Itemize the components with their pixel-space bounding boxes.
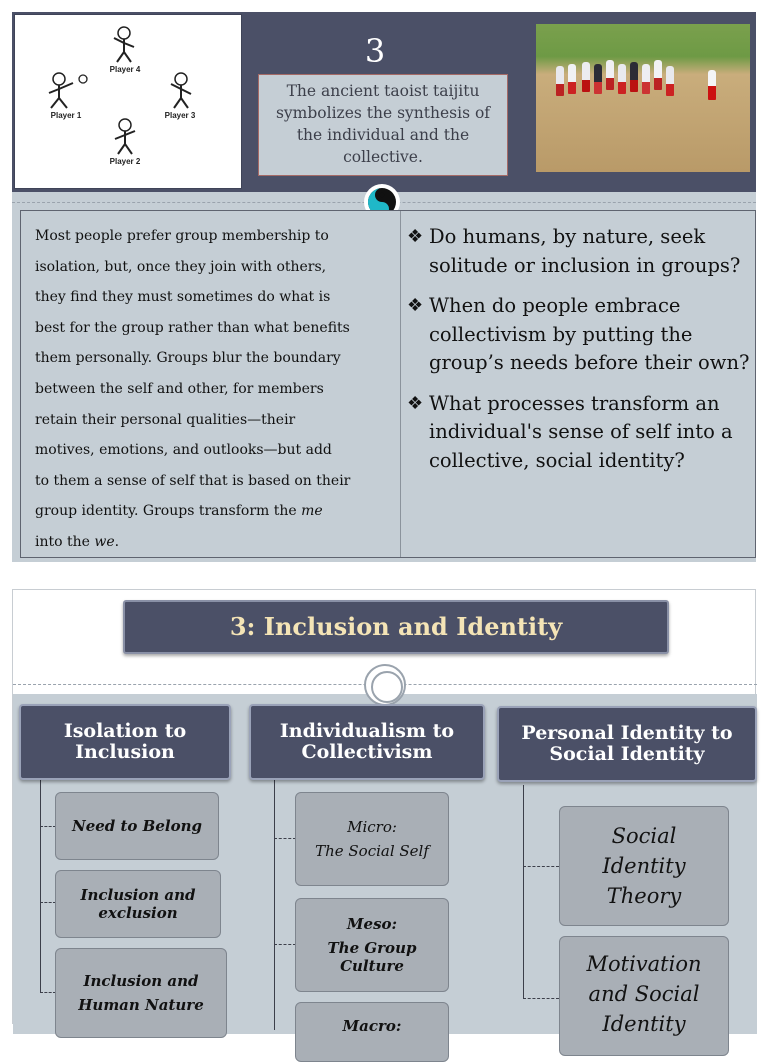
body-line: isolation, but, once they join with others,	[35, 258, 327, 275]
connector-line	[523, 998, 559, 999]
bullet-diamond-icon: ❖	[407, 226, 424, 247]
body-line: into the	[35, 533, 95, 550]
slide-header	[12, 12, 756, 192]
body-line: Most people prefer group membership to	[35, 228, 329, 244]
body-line: them personally. Groups blur the boundary	[35, 350, 341, 367]
connector-line	[523, 866, 559, 867]
player-stick-figure-icon	[41, 71, 91, 111]
question-item	[407, 292, 753, 378]
bullet-diamond-icon: ❖	[407, 392, 424, 414]
connector-line	[40, 902, 56, 903]
player-stick-figure-icon	[163, 71, 197, 111]
player-label: Player 1	[50, 111, 82, 120]
player-3	[145, 71, 215, 120]
player-1	[31, 71, 101, 120]
slide-body	[20, 210, 756, 558]
column-header-individualism-collectivism: Individualism to Collectivism	[249, 704, 485, 780]
player-4	[90, 25, 160, 74]
question-text: Do humans, by nature, seek solitude or inclusion in groups?	[429, 225, 741, 277]
question-text: When do people embrace collectivism by putting the group’s needs before their own?	[429, 294, 750, 374]
node-need-to-belong: Need to Belong	[55, 792, 219, 860]
node-sublabel: The Social Self	[315, 842, 429, 860]
slide-group-processes	[12, 12, 756, 562]
slide-number: 3	[364, 32, 386, 70]
node-social-identity-theory: Social Identity Theory	[559, 806, 729, 926]
column-header-isolation-inclusion: Isolation to Inclusion	[19, 704, 231, 780]
circle-ornament-icon	[364, 664, 406, 706]
column-header-personal-social-identity: Personal Identity to Social Identity	[497, 706, 757, 782]
node-meso-group-culture	[295, 898, 449, 992]
body-emphasis-me: me	[301, 503, 323, 520]
body-emphasis-we: we	[94, 533, 115, 550]
connector-line	[40, 826, 56, 827]
body-line: motives, emotions, and outlooks—but add	[35, 442, 332, 459]
node-label: Micro:	[347, 818, 397, 836]
connector-line	[523, 785, 524, 999]
node-micro-social-self	[295, 792, 449, 886]
soccer-team-photo	[536, 24, 750, 172]
body-line: group identity. Groups transform the	[35, 503, 302, 520]
body-period: .	[114, 533, 120, 550]
slide-inclusion-identity	[12, 589, 756, 1036]
question-item	[407, 390, 753, 476]
body-line: to them a sense of self that is based on their	[35, 472, 351, 489]
question-item	[407, 223, 753, 280]
bullet-diamond-icon: ❖	[407, 295, 424, 316]
node-motivation-social-identity: Motivation and Social Identity	[559, 936, 729, 1056]
connector-line	[274, 780, 275, 1030]
question-text: What processes transform an individual's sense of self into a collective, social identity?	[429, 391, 733, 472]
connector-line	[274, 944, 296, 945]
player-label: Player 3	[164, 111, 196, 120]
node-inclusion-human-nature: Inclusion and Human Nature	[55, 948, 227, 1038]
player-label: Player 4	[109, 65, 141, 74]
body-line: they find they must sometimes do what is	[35, 289, 331, 306]
connector-line	[40, 780, 41, 992]
body-paragraph	[21, 211, 401, 557]
question-list	[407, 223, 753, 487]
body-line: retain their personal qualities—their	[35, 411, 296, 428]
players-diagram	[14, 14, 242, 189]
player-2	[90, 117, 160, 166]
player-label: Player 2	[109, 157, 141, 166]
node-label: Meso:	[346, 915, 398, 933]
connector-line	[274, 838, 296, 839]
slide-title: 3: Inclusion and Identity	[123, 600, 669, 654]
node-sublabel: The Group Culture	[327, 939, 417, 975]
player-stick-figure-icon	[108, 25, 142, 65]
node-macro: Macro:	[295, 1002, 449, 1062]
connector-line	[40, 992, 56, 993]
player-stick-figure-icon	[108, 117, 142, 157]
taijitu-caption: The ancient taoist taijitu symbolizes the synthesis of the individual and the collective.	[258, 74, 508, 176]
node-inclusion-exclusion: Inclusion and exclusion	[55, 870, 221, 938]
body-line: between the self and other, for members	[35, 380, 324, 397]
body-line: best for the group rather than what benefits	[35, 319, 350, 336]
